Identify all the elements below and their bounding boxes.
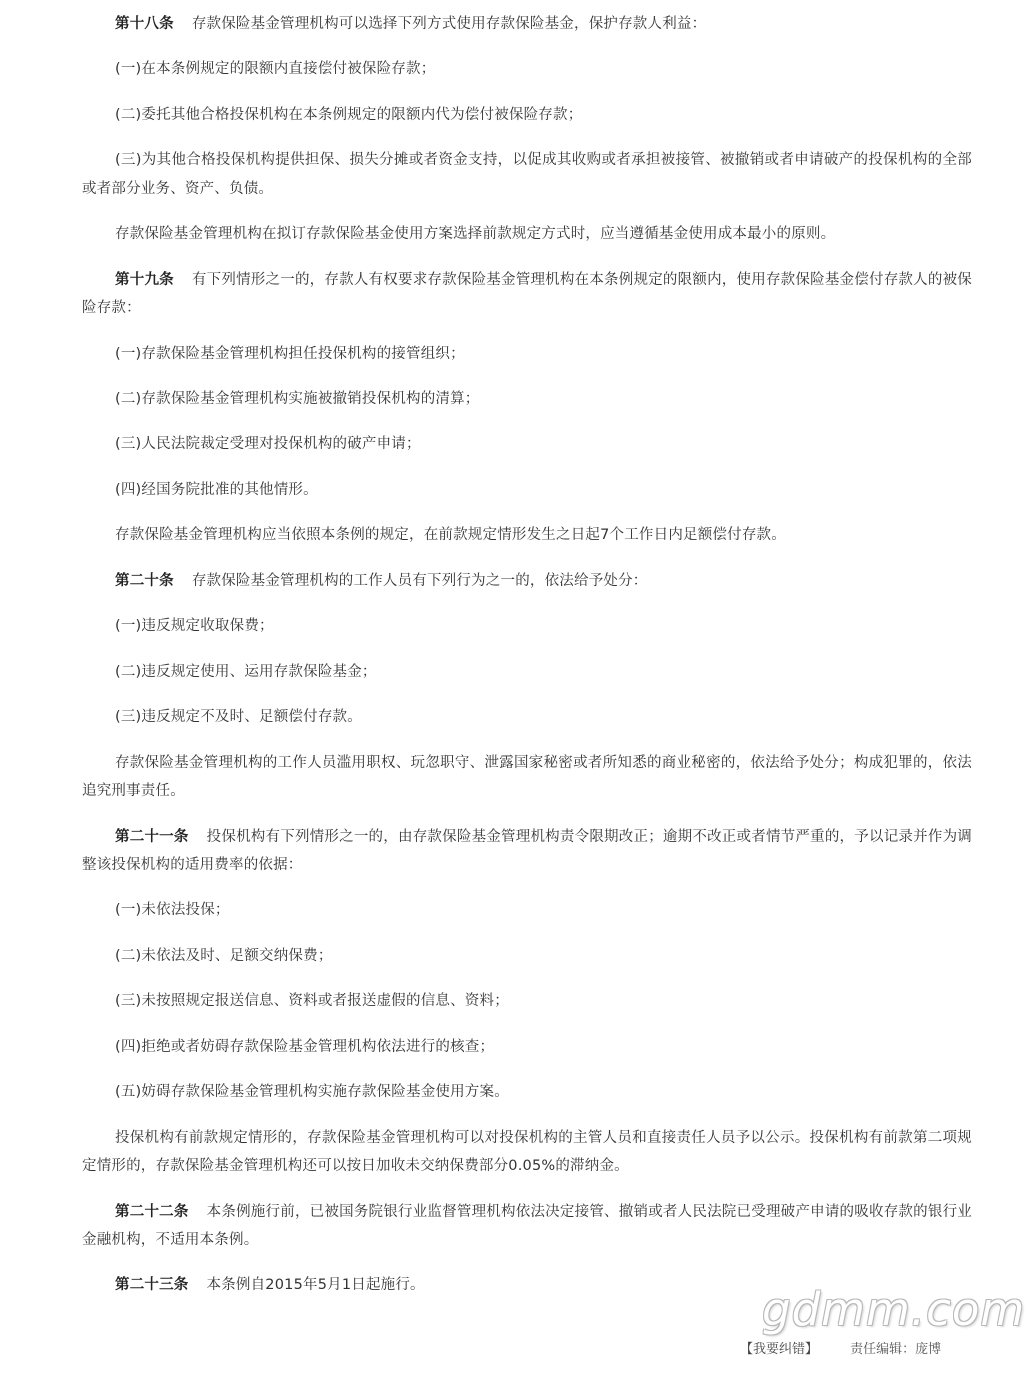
article-paragraph xyxy=(82,703,972,731)
paragraph-text: 投保机构有前款规定情形的，存款保险基金管理机构可以对投保机构的主管人员和直接责任人员予以公示。投保机构有前款第二项规定情形的，存款保险基金管理机构还可以按日加收未交纳保费部分0.05%的滞纳金。 xyxy=(82,1129,972,1175)
article-paragraph xyxy=(82,987,972,1015)
article-paragraph xyxy=(82,658,972,686)
article-paragraph xyxy=(82,476,972,504)
article-paragraph xyxy=(82,101,972,129)
paragraph-text: (一)存款保险基金管理机构担任投保机构的接管组织； xyxy=(115,345,465,362)
article-clause-paragraph xyxy=(82,266,972,323)
paragraph-text: 本条例施行前，已被国务院银行业监督管理机构依法决定接管、撤销或者人民法院已受理破产申请的吸收存款的银行业金融机构，不适用本条例。 xyxy=(82,1203,973,1248)
paragraph-text: (三)为其他合格投保机构提供担保、损失分摊或者资金支持，以促成其收购或者承担被接管、被撤销或者申请破产的投保机构的全部或者部分业务、资产、负债。 xyxy=(82,152,972,197)
article-paragraph xyxy=(82,385,972,413)
report-error-link[interactable]: 【我要纠错】 xyxy=(740,1342,819,1357)
paragraph-text: (三)人民法院裁定受理对投保机构的破产申请； xyxy=(115,436,421,453)
article-number: 第十九条 xyxy=(115,271,174,288)
paragraph-text: (二)未依法及时、足额交纳保费； xyxy=(115,947,333,964)
article-footer xyxy=(740,1338,980,1357)
article-number: 第二十一条 xyxy=(115,828,189,845)
article-paragraph xyxy=(82,1124,972,1181)
article-paragraph xyxy=(82,749,972,806)
paragraph-text: 存款保险基金管理机构应当依照本条例的规定，在前款规定情形发生之日起7个工作日内足额偿付存款。 xyxy=(115,527,786,544)
paragraph-text: 有下列情形之一的，存款人有权要求存款保险基金管理机构在本条例规定的限额内，使用存款保险基金偿付存款人的被保险存款： xyxy=(82,271,972,317)
paragraph-text: (三)违反规定不及时、足额偿付存款。 xyxy=(115,709,362,726)
paragraph-text: 存款保险基金管理机构的工作人员滥用职权、玩忽职守、泄露国家秘密或者所知悉的商业秘密的，依法给予处分；构成犯罪的，依法追究刑事责任。 xyxy=(82,754,972,800)
responsible-editor: 责任编辑：庞博 xyxy=(850,1342,942,1357)
article-paragraph xyxy=(82,942,972,970)
article-paragraph xyxy=(82,1033,972,1061)
article-paragraph xyxy=(82,896,972,924)
paragraph-text: 存款保险基金管理机构的工作人员有下列行为之一的，依法给予处分： xyxy=(191,572,648,589)
article-paragraph xyxy=(82,612,972,640)
site-watermark-logo: gdmm.com xyxy=(762,1283,1026,1336)
paragraph-text: (一)在本条例规定的限额内直接偿付被保险存款； xyxy=(115,61,436,78)
article-paragraph xyxy=(82,430,972,458)
article-paragraph xyxy=(82,340,972,368)
article-number: 第二十条 xyxy=(115,572,174,589)
paragraph-text: (五)妨碍存款保险基金管理机构实施存款保险基金使用方案。 xyxy=(115,1084,509,1101)
article-clause-paragraph xyxy=(82,823,972,880)
article-paragraph xyxy=(82,146,972,203)
paragraph-text: (二)违反规定使用、运用存款保险基金； xyxy=(115,663,377,680)
article-paragraph xyxy=(82,55,972,83)
paragraph-text: (二)委托其他合格投保机构在本条例规定的限额内代为偿付被保险存款； xyxy=(115,106,583,123)
article-clause-paragraph xyxy=(82,567,972,595)
article-paragraph xyxy=(82,521,972,549)
article-number: 第十八条 xyxy=(115,16,174,32)
article-paragraph xyxy=(82,220,972,248)
article-clause-paragraph xyxy=(82,1198,972,1255)
paragraph-text: (三)未按照规定报送信息、资料或者报送虚假的信息、资料； xyxy=(115,993,509,1010)
paragraph-text: (一)违反规定收取保费； xyxy=(115,618,274,635)
article-number: 第二十二条 xyxy=(115,1203,189,1220)
paragraph-text: 本条例自2015年5月1日起施行。 xyxy=(206,1277,425,1294)
paragraph-text: 存款保险基金管理机构可以选择下列方式使用存款保险基金，保护存款人利益： xyxy=(191,16,707,32)
paragraph-text: 投保机构有下列情形之一的，由存款保险基金管理机构责令限期改正；逾期不改正或者情节严重的，予以记录并作为调整该投保机构的适用费率的依据： xyxy=(82,828,973,873)
article-paragraph xyxy=(82,1078,972,1106)
article-number: 第二十三条 xyxy=(115,1277,189,1294)
article-body xyxy=(82,10,972,1317)
paragraph-text: 存款保险基金管理机构在拟订存款保险基金使用方案选择前款规定方式时，应当遵循基金使用成本最小的原则。 xyxy=(115,226,836,243)
article-clause-paragraph xyxy=(82,10,972,38)
paragraph-text: (四)经国务院批准的其他情形。 xyxy=(115,481,318,498)
paragraph-text: (二)存款保险基金管理机构实施被撤销投保机构的清算； xyxy=(115,390,480,407)
paragraph-text: (一)未依法投保； xyxy=(115,902,230,919)
paragraph-text: (四)拒绝或者妨碍存款保险基金管理机构依法进行的核查； xyxy=(115,1038,495,1055)
